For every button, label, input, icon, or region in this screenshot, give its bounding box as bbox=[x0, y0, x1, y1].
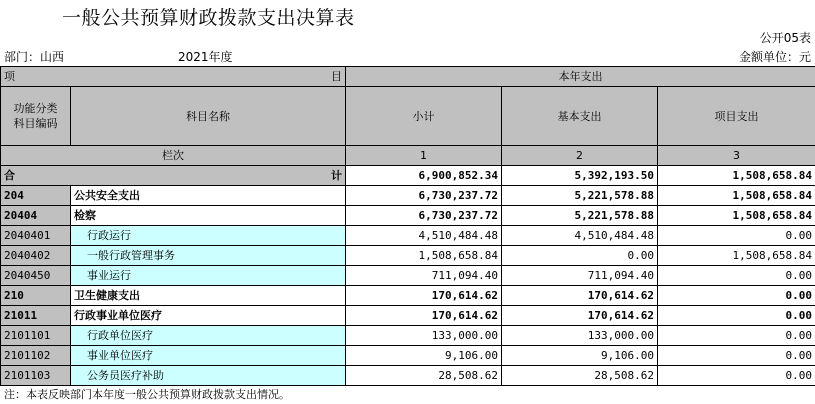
row-project: 0.00 bbox=[658, 226, 815, 246]
row-name: 公共安全支出 bbox=[71, 186, 346, 206]
row-name: 事业运行 bbox=[71, 266, 346, 286]
table-row bbox=[1, 306, 815, 326]
row-project: 0.00 bbox=[658, 306, 815, 326]
lanci-label: 栏次 bbox=[1, 146, 346, 166]
row-code: 2040450 bbox=[1, 266, 71, 286]
table-row bbox=[1, 266, 815, 286]
row-code: 20404 bbox=[1, 206, 71, 226]
header-row-1 bbox=[1, 67, 815, 87]
col3-index: 3 bbox=[658, 146, 815, 166]
row-name: 卫生健康支出 bbox=[71, 286, 346, 306]
subtotal-column-header: 小计 bbox=[346, 87, 502, 146]
row-name: 一般行政管理事务 bbox=[71, 246, 346, 266]
row-name: 行政事业单位医疗 bbox=[71, 306, 346, 326]
row-name: 事业单位医疗 bbox=[71, 346, 346, 366]
basic-column-header: 基本支出 bbox=[502, 87, 658, 146]
table-row bbox=[1, 186, 815, 206]
expenditure-table bbox=[0, 66, 815, 386]
row-basic: 133,000.00 bbox=[502, 326, 658, 346]
lanci-row bbox=[1, 146, 815, 166]
table-row bbox=[1, 206, 815, 226]
row-code: 2101103 bbox=[1, 366, 71, 386]
department-label: 部门：山西 bbox=[4, 50, 65, 64]
row-code: 210 bbox=[1, 286, 71, 306]
row-subtotal: 1,508,658.84 bbox=[346, 246, 502, 266]
row-subtotal: 6,730,237.72 bbox=[346, 206, 502, 226]
row-code: 2101102 bbox=[1, 346, 71, 366]
footnote: 注：本表反映部门本年度一般公共预算财政拨款支出情况。 bbox=[4, 388, 290, 401]
benian-header: 本年支出 bbox=[346, 67, 815, 87]
xiang-label: 项 bbox=[4, 70, 15, 83]
col2-index: 2 bbox=[502, 146, 658, 166]
ji-label: 计 bbox=[331, 169, 342, 182]
row-subtotal: 133,000.00 bbox=[346, 326, 502, 346]
row-code: 21011 bbox=[1, 306, 71, 326]
row-basic: 5,221,578.88 bbox=[502, 206, 658, 226]
row-subtotal: 9,106.00 bbox=[346, 346, 502, 366]
row-basic: 4,510,484.48 bbox=[502, 226, 658, 246]
row-project: 0.00 bbox=[658, 326, 815, 346]
col1-index: 1 bbox=[346, 146, 502, 166]
row-project: 1,508,658.84 bbox=[658, 246, 815, 266]
row-basic: 28,508.62 bbox=[502, 366, 658, 386]
currency-unit-label: 金额单位：元 bbox=[738, 50, 811, 64]
row-name: 行政单位医疗 bbox=[71, 326, 346, 346]
total-label-cell bbox=[1, 166, 346, 186]
name-column-header: 科目名称 bbox=[71, 87, 346, 146]
table-row bbox=[1, 246, 815, 266]
table-row bbox=[1, 326, 815, 346]
total-basic: 5,392,193.50 bbox=[502, 166, 658, 186]
header-row-2 bbox=[1, 87, 815, 146]
table-row bbox=[1, 366, 815, 386]
form-number: 公开05表 bbox=[759, 31, 811, 45]
row-name: 公务员医疗补助 bbox=[71, 366, 346, 386]
row-subtotal: 28,508.62 bbox=[346, 366, 502, 386]
row-code: 2101101 bbox=[1, 326, 71, 346]
row-basic: 170,614.62 bbox=[502, 286, 658, 306]
row-name: 行政运行 bbox=[71, 226, 346, 246]
total-row bbox=[1, 166, 815, 186]
row-name: 检察 bbox=[71, 206, 346, 226]
he-label: 合 bbox=[4, 169, 15, 182]
year-label: 2021年度 bbox=[178, 50, 233, 64]
xiang-mu-header bbox=[1, 67, 346, 87]
row-code: 2040401 bbox=[1, 226, 71, 246]
row-basic: 0.00 bbox=[502, 246, 658, 266]
table-row bbox=[1, 346, 815, 366]
row-subtotal: 6,730,237.72 bbox=[346, 186, 502, 206]
row-basic: 5,221,578.88 bbox=[502, 186, 658, 206]
row-subtotal: 170,614.62 bbox=[346, 286, 502, 306]
total-project: 1,508,658.84 bbox=[658, 166, 815, 186]
row-subtotal: 170,614.62 bbox=[346, 306, 502, 326]
row-project: 0.00 bbox=[658, 286, 815, 306]
table-row bbox=[1, 226, 815, 246]
mu-label: 目 bbox=[331, 70, 342, 83]
row-basic: 9,106.00 bbox=[502, 346, 658, 366]
code-column-header: 功能分类科目编码 bbox=[1, 87, 71, 146]
project-column-header: 项目支出 bbox=[658, 87, 815, 146]
row-project: 1,508,658.84 bbox=[658, 186, 815, 206]
report-title: 一般公共预算财政拨款支出决算表 bbox=[62, 7, 355, 29]
row-project: 0.00 bbox=[658, 266, 815, 286]
row-code: 2040402 bbox=[1, 246, 71, 266]
row-subtotal: 711,094.40 bbox=[346, 266, 502, 286]
row-project: 0.00 bbox=[658, 366, 815, 386]
table-row bbox=[1, 286, 815, 306]
row-subtotal: 4,510,484.48 bbox=[346, 226, 502, 246]
total-subtotal: 6,900,852.34 bbox=[346, 166, 502, 186]
row-project: 0.00 bbox=[658, 346, 815, 366]
row-basic: 711,094.40 bbox=[502, 266, 658, 286]
row-project: 1,508,658.84 bbox=[658, 206, 815, 226]
row-basic: 170,614.62 bbox=[502, 306, 658, 326]
row-code: 204 bbox=[1, 186, 71, 206]
